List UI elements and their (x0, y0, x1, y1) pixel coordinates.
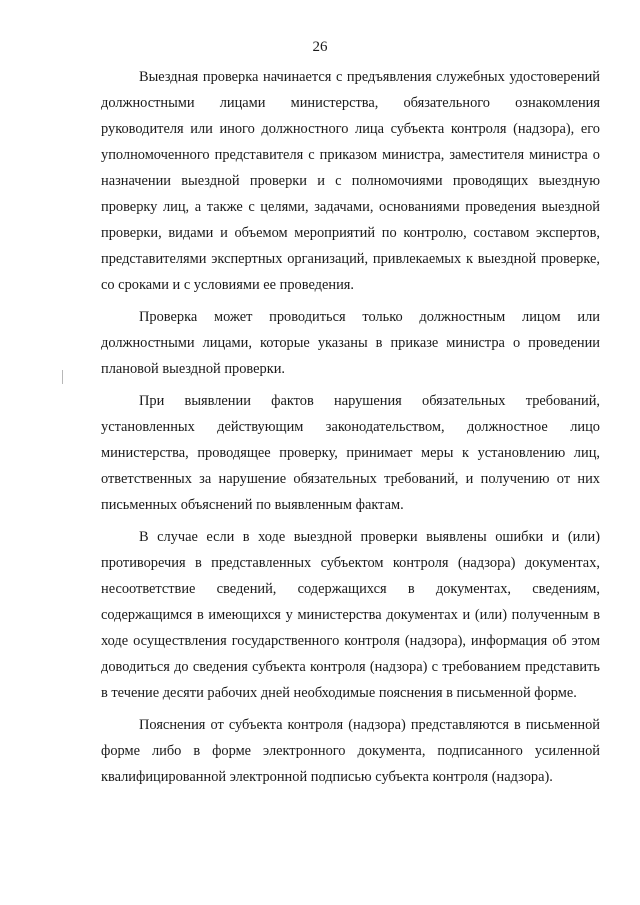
page-number: 26 (312, 39, 328, 55)
paragraph-errors-contradictions: В случае если в ходе выездной проверки выявлены ошибки и (или) противоречия в представленных субъектом контроля (надзора) документах, несоответствие сведений, содержащихся в документах, сведениям, содержащимся в имеющихся у министерства документах и (или) полученным в ходе осуществления государственного контроля (надзора), информация об этом доводиться до сведения субъекта контроля (надзора) с требованием представить в течение десяти рабочих дней необходимые пояснения в письменной форме. (101, 529, 600, 701)
document-body (101, 64, 600, 794)
paragraph-explanations-form: Пояснения от субъекта контроля (надзора) представляются в письменной форме либо в форме электронного документа, подписанного усиленной квалифицированной электронной подписью субъекта контроля (надзора). (101, 717, 600, 785)
margin-mark (62, 370, 63, 384)
paragraph-violation-measures: При выявлении фактов нарушения обязательных требований, установленных действующим законодательством, должностное лицо министерства, проводящее проверку, принимает меры к установлению лиц, ответственных за нарушение обязательных требований, и получению от них письменных объяснений по выявленным фактам. (101, 393, 600, 513)
paragraph-inspection-officials: Проверка может проводиться только должностным лицом или должностными лицами, которые указаны в приказе министра о проведении плановой выездной проверки. (101, 309, 600, 377)
paragraph-on-site-inspection-start: Выездная проверка начинается с предъявления служебных удостоверений должностными лицами министерства, обязательного ознакомления руководителя или иного должностного лица субъекта контроля (надзора), его уполномоченного представителя с приказом министра, заместителя министра о назначении выездной проверки и с полномочиями проводящих выездную проверку лиц, а также с целями, задачами, основаниями проведения выездной проверки, видами и объемом мероприятий по контролю, составом экспертов, представителями экспертных организаций, привлекаемых к выездной проверке, со сроками и с условиями ее проведения. (101, 69, 600, 293)
